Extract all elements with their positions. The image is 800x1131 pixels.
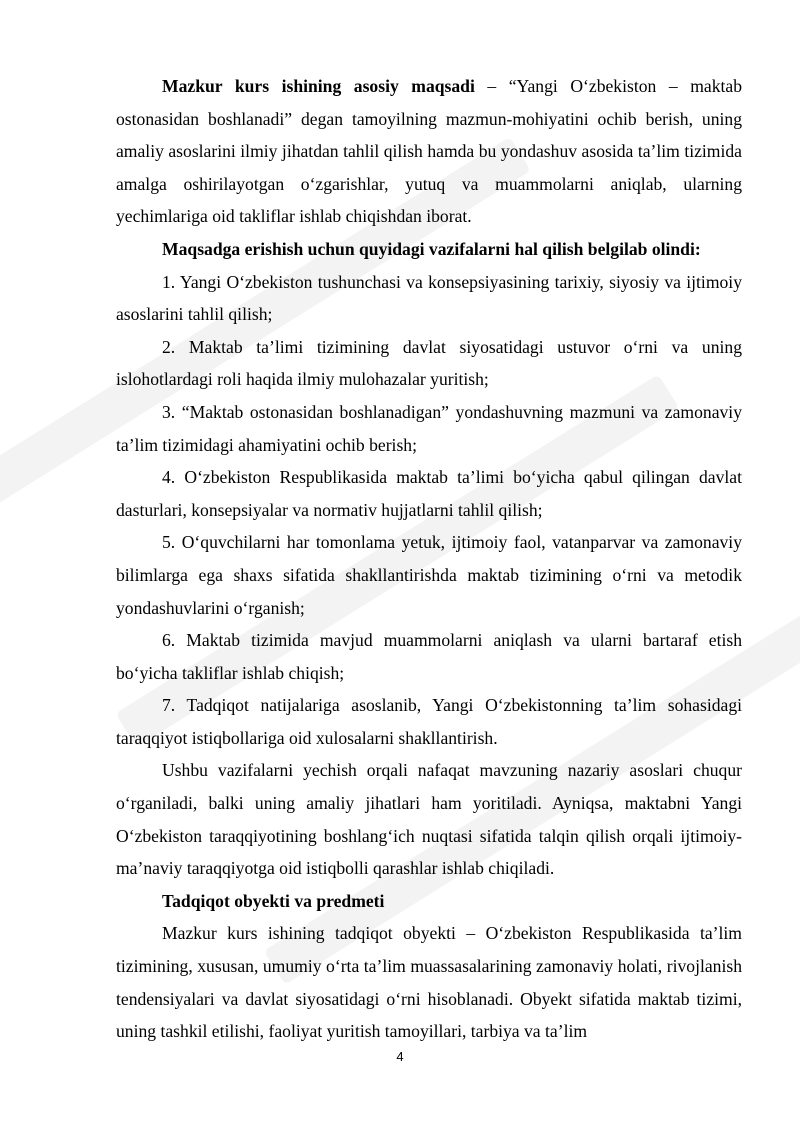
- document-body: [116, 70, 742, 1048]
- page-number: 4: [396, 1049, 404, 1064]
- tasks-heading: Maqsadga erishish uchun quyidagi vazifalarni hal qilish belgilab olindi:: [162, 238, 701, 259]
- summary-paragraph: Ushbu vazifalarni yechish orqali nafaqat mavzuning nazariy asoslari chuqur o‘rganiladi, balki uning amaliy jihatlari ham yoritiladi. Ayniqsa, maktabni Yangi O‘zbekiston taraqqiyotining boshlang‘ich nuqtasi sifatida talqin qilish orqali ijtimoiy-ma’naviy taraqqiyotga oid istiqbolli qarashlar ishlab chiqiladi.: [116, 760, 742, 879]
- object-heading: Tadqiqot obyekti va predmeti: [162, 890, 385, 911]
- task-item: 3. “Maktab ostonasidan boshlanadigan” yondashuvning mazmuni va zamonaviy ta’lim tizimidagi ahamiyatini ochib berish;: [116, 401, 742, 455]
- task-item: 7. Tadqiqot natijalariga asoslanib, Yangi O‘zbekistonning ta’lim sohasidagi taraqqiyot istiqbollariga oid xulosalarni shakllantirish.: [116, 695, 742, 748]
- task-item: 5. O‘quvchilarni har tomonlama yetuk, ijtimoiy faol, vatanparvar va zamonaviy bilimlarga ega shaxs sifatida shakllantirishda maktab tizimining o‘rni va metodik yondashuvlarini o‘rganish;: [116, 532, 742, 618]
- intro-lead: Mazkur kurs ishining asosiy maqsadi: [162, 76, 475, 96]
- task-item: 2. Maktab ta’limi tizimining davlat siyosatidagi ustuvor o‘rni va uning islohotlardagi roli haqida ilmiy mulohazalar yuritish;: [116, 336, 742, 390]
- task-item: 6. Maktab tizimida mavjud muammolarni aniqlash va ularni bartaraf etish bo‘yicha takliflar ishlab chiqish;: [116, 630, 742, 683]
- intro-paragraph: [116, 70, 742, 233]
- intro-text: – “Yangi O‘zbekiston – maktab ostonasidan boshlanadi” degan tamoyilning mazmun-mohiyatini ochib berish, uning amaliy asoslarini ilmiy jihatdan tahlil qilish hamda bu yondashuv asosida ta’lim tizimida amalga oshirilayotgan o‘zgarishlar, yutuq va muammolarni aniqlab, ularning yechimlariga oid takliflar ishlab chiqishdan iborat.: [116, 76, 742, 227]
- object-paragraph: Mazkur kurs ishining tadqiqot obyekti – O‘zbekiston Respublikasida ta’lim tizimining, xususan, umumiy o‘rta ta’lim muassasalarining zamonaviy holati, rivojlanish tendensiyalari va davlat siyosatidagi o‘rni hisoblanadi. Obyekt sifatida maktab tizimi, uning tashkil etilishi, faoliyat yuritish tamoyillari, tarbiya va ta’lim: [116, 923, 742, 1042]
- task-item: 1. Yangi O‘zbekiston tushunchasi va konsepsiyasining tarixiy, siyosiy va ijtimoiy asoslarini tahlil qilish;: [116, 271, 742, 325]
- task-item: 4. O‘zbekiston Respublikasida maktab ta’limi bo‘yicha qabul qilingan davlat dasturlari, konsepsiyalar va normativ hujjatlarni tahlil qilish;: [116, 467, 742, 520]
